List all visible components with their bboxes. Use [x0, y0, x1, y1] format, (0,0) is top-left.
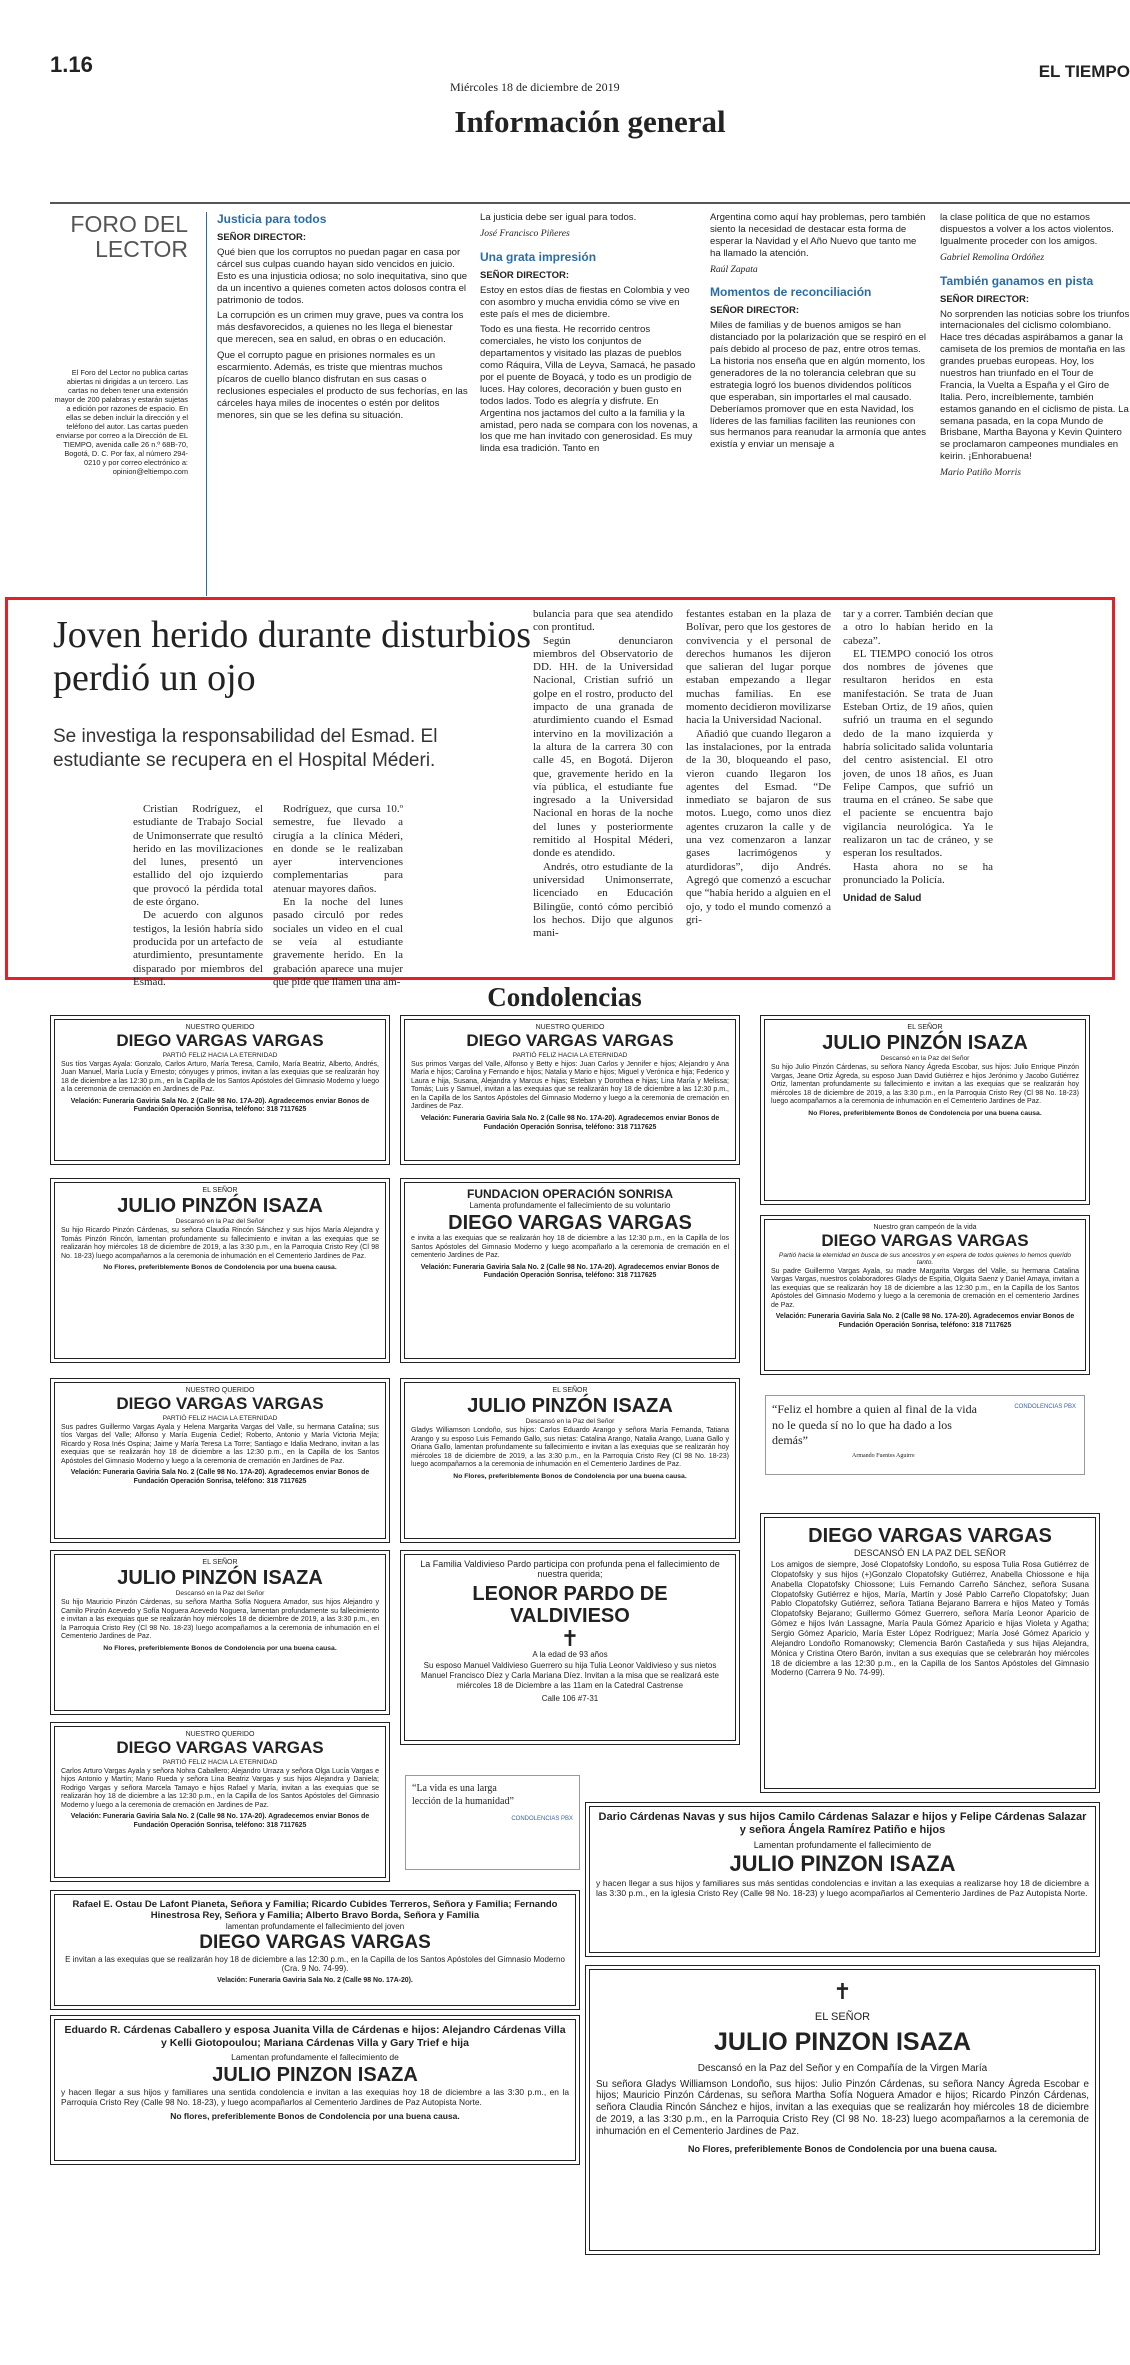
- obit-body: y hacen llegar a sus hijos y familiares una sentida condolencia e invitan a las exequias hoy 18 de diciembre a las 3:30 p.m., en la Parroquia Cristo Rey (Calle 98 No. 18-23), y luego acompañarlos al Cementerio Jardines de Paz Autopista Norte.: [61, 2087, 569, 2108]
- obit-footer: No flores, preferiblemente Bonos de Condolencia por una buena causa.: [170, 2110, 460, 2121]
- letter-signature: Mario Patiño Morris: [940, 467, 1022, 479]
- obit-subtitle: Descansó en la Paz del Señor: [175, 1590, 265, 1597]
- obit-subtitle: Descansó en la Paz del Señor: [880, 1055, 970, 1062]
- story-paragraph: EL TIEMPO conoció los otros dos nombres de jóvenes que resultaron heridos en esta manifestación. Se trata de Juan Esteban Ortiz, de 19 años, quien sufrió un trauma en el segundo dedo de la mano izquierda y habría solicitado salida voluntaria del centro asistencial. El otro joven, de unos 18 años, es Juan Felipe Campos, que sufrió un trauma en el cráneo. Se sabe que el paciente se encuentra bajo vigilancia neurológica. Ya le realizaron un tac de cráneo, y se esperan los resultados.: [843, 647, 993, 860]
- section-title: Información general: [454, 104, 726, 139]
- obit-label: EL SEÑOR: [814, 2011, 871, 2023]
- obit-name: JULIO PINZON ISAZA: [729, 1851, 956, 1877]
- obit-subtitle: Descansó en la Paz del Señor: [525, 1418, 615, 1425]
- obit-name: JULIO PINZÓN ISAZA: [822, 1032, 1028, 1054]
- obit-footer: No Flores, preferiblemente Bonos de Condolencia por una buena causa.: [687, 2144, 998, 2155]
- story-paragraph: Andrés, otro estudiante de la universidad Unimonserrate, licenciado en Educación Bilingüe, contó cómo percibió los hechos. Dijo que algunos mani-: [533, 860, 673, 940]
- obit-name: DIEGO VARGAS VARGAS: [808, 1525, 1052, 1547]
- obit-name: JULIO PINZÓN ISAZA: [117, 1567, 323, 1589]
- obit-subtitle: Lamenta profundamente el fallecimiento de su voluntario: [469, 1201, 671, 1210]
- obit-subtitle: PARTIÓ FELIZ HACIA LA ETERNIDAD: [512, 1051, 628, 1059]
- obituary-notice: [50, 1178, 390, 1363]
- letter-salutation: SEÑOR DIRECTOR:: [480, 269, 570, 281]
- obit-name: DIEGO VARGAS VARGAS: [116, 1031, 324, 1050]
- obituary-notice: [760, 1015, 1090, 1205]
- obituary-notice: [50, 1378, 390, 1543]
- story-column-2: [273, 803, 403, 988]
- quote-text: “La vida es una larga lección de la humanidad”: [412, 1783, 514, 1807]
- obit-subtitle: Partió hacia la eternidad en busca de sus ancestros y en espera de todos quienes lo hemos querido tanto.: [778, 1251, 1072, 1266]
- obit-body: Gladys Williamson Londoño, sus hijos: Carlos Eduardo Arango y señora María Fernanda, Tatiana Arango y su esposo Luis Fernando Gallo, sus nietas: Catalina Arango, Natalia Arango, Luana Gallo y Oriana Gallo, lamentan profundamente su fallecimiento e invitan a las exequias que se realizarán hoy miércoles 18 de diciembre de 2019, a las 3:30 p.m., en la Parroquia Cristo Rey (Cl 98 No. 18-23) luego acompañarnos a la ceremonia de inhumación en el Cementerio Jardines de Paz.: [411, 1427, 729, 1469]
- letter-paragraph: Qué bien que los corruptos no puedan pagar en casa por cárcel sus culpas cuando hayan sido vencidos en juicio. Esto es una injusticia odiosa; no solo inequitativa, sino que da un incentivo a quienes cometen actos dolosos contra el patrimonio de todos.: [217, 247, 468, 306]
- story-paragraph: Cristian Rodríguez, el estudiante de Trabajo Social de Unimonserrate que resultó herido en las movilizaciones del lunes, presentó un estallido del ojo izquierdo que provocó la pérdida total de este órgano.: [133, 803, 263, 909]
- letter-column-2: [480, 212, 698, 596]
- obit-velacion: Velación: Funeraria Gaviria Sala No. 2 (Calle 98 No. 17A-20). Agradecemos enviar Bonos de Fundación Operación Sonrisa, teléfono: 318 7117625: [70, 1469, 370, 1485]
- obit-body: y hacen llegar a sus hijos y familiares sus más sentidas condolencias e invitan a las exequias a realizarse hoy 18 de diciembre a las 3:30 p.m., en la iglesia Cristo Rey (Calle 98 No. 18-23) y luego acompañarlos al Cementerio Jardines de Paz Autopista Norte.: [596, 1877, 1089, 1899]
- letter-salutation: SEÑOR DIRECTOR:: [217, 232, 307, 243]
- letter-column-3: [710, 212, 928, 596]
- obit-velacion: Velación: Funeraria Gaviria Sala No. 2 (Calle 98 No. 17A-20).: [217, 1977, 413, 1985]
- quote-box: [765, 1395, 1085, 1475]
- obit-address: Calle 106 #7-31: [541, 1694, 599, 1704]
- obit-velacion: Velación: Funeraria Gaviria Sala No. 2 (Calle 98 No. 17A-20). Agradecemos enviar Bonos de Fundación Operación Sonrisa, teléfono: 318 7117625: [70, 1097, 370, 1114]
- obituary-notice: [400, 1378, 740, 1543]
- story-subhead: Se investiga la responsabilidad del Esmad. El estudiante se recupera en el Hospital Méderi.: [53, 726, 438, 772]
- obituary-notice: [760, 1513, 1100, 1793]
- obit-label: FUNDACION OPERACIÓN SONRISA: [466, 1187, 673, 1201]
- foro-note: El Foro del Lector no publica cartas abiertas ni dirigidas a un tercero. Las cartas no deben tener una extensión mayor de 200 palabras y estarán sujetas a edición por razones de espacio. En ellas se deben incluir la dirección y el teléfono del autor. Las cartas pueden enviarse por correo a la Dirección de EL TIEMPO, avenida calle 26 n.º 68B-70, Bogotá, D. C. Por fax, al número 294-0210 y por correo electrónico a: opinion@eltiempo.com: [54, 368, 188, 477]
- obit-name: DIEGO VARGAS VARGAS: [199, 1931, 431, 1953]
- obit-body: Sus primos Vargas del Valle, Alfonso y Betty e hijos: Juan Carlos y Jennifer e hijos; Alejandro y Ana María e hijos; Carolina y Fernando e hijos; Natalia y Mario e hijos; Miguel y Verónica e hija; Federico y Laura e hija, Susana, Alejandra y Marcus e hijas; Esteban y Dorothea e hijas; Lina María y Melissa; Tomás; Luis y Samuel, invitan a las exequias que se realizarán hoy 18 de diciembre a las 12:30 p.m., en la Capilla de los Santos Apóstoles del Gimnasio Moderno y luego a la ceremonia de cremación en Jardines de Paz.: [411, 1060, 729, 1111]
- newspaper-logo: EL TIEMPO: [1038, 62, 1130, 81]
- obit-label: Dario Cárdenas Navas y sus hijos Camilo Cárdenas Salazar e hijos y Felipe Cárdenas Salazar y señora Ángela Ramírez Patiño e hijos: [598, 1811, 1087, 1837]
- quote-box: [405, 1775, 580, 1870]
- obit-subtitle: PARTIÓ FELIZ HACIA LA ETERNIDAD: [162, 1051, 278, 1059]
- foro-del-lector: [50, 212, 1130, 596]
- obit-subtitle: PARTIÓ FELIZ HACIA LA ETERNIDAD: [162, 1758, 278, 1766]
- story-headline: Joven herido durante disturbios perdió un ojo: [53, 614, 532, 699]
- obituary-notice: [50, 1722, 390, 1882]
- story-column-5: [843, 608, 993, 973]
- obit-footer: No Flores, preferiblemente Bonos de Condolencia por una buena causa.: [103, 1644, 337, 1652]
- obit-body: Su hijo Ricardo Pinzón Cárdenas, su señora Claudia Rincón Sánchez y sus hijos María Alejandra y Tomás Pinzón Rincón, lamentan profundamente su fallecimiento e invitan a las exequias que se realizarán hoy miércoles 18 de diciembre de 2019, a las 3:30 p.m., en la Parroquia Cristo Rey (Cl 98 No. 18-23) luego acompañarnos a la ceremonia de inhumación en el Cementerio Jardines de Paz.: [61, 1227, 379, 1260]
- obit-name: JULIO PINZON ISAZA: [212, 2064, 418, 2087]
- obit-body: Sus padres Guillermo Vargas Ayala y Helena Margarita Vargas del Valle, su hermana Catalina; sus tíos Vargas del Valle; Alfonso y María Eugenia Cediel; Roberto, Antonio y María Victoria Mejía; Ricardo y Rosa Inés Ospina; Jaime y María Teresa La Torre; Santiago e Idalia Medrano, invitan a las exequias que se realizarán hoy 18 de diciembre a las 12:30 p.m., en la Capilla de los Santos Apóstoles del Gimnasio Moderno y luego a la ceremonia de cremación en Jardines de Paz.: [61, 1423, 379, 1465]
- letter-paragraph: Miles de familias y de buenos amigos se han distanciado por la polarización que se respiró en el país debido al proceso de paz, entre otros temas. La historia nos enseña que en algún momento, los generadores de la no tolerancia celebran que su estrategia logró los buenos dividendos políticos que esperaban, sin importarles el mal causado. Deberíamos promover que en esta Navidad, los líderes de las familias faciliten las reuniones con sus hermanos para reanudar la armonía que antes existía y enviar un mensaje a: [710, 320, 926, 451]
- obit-body: e invita a las exequias que se realizarán hoy 18 de diciembre a las 12:30 p.m., en la Capilla de los Santos Apóstoles del Gimnasio Moderno y luego acompañarlo a la ceremonia de cremación en el cementerio Jardines de Paz.: [411, 1235, 729, 1260]
- story-column-4: [686, 608, 831, 973]
- story-column-1: [133, 803, 263, 988]
- story-paragraph: De acuerdo con algunos testigos, la lesión habría sido producida por un artefacto de aturdimiento, presuntamente disparado por miembros del Esmad.: [133, 909, 263, 988]
- letter-signature: Raúl Zapata: [710, 263, 758, 275]
- obituary-notice: [50, 1015, 390, 1165]
- obit-label: EL SEÑOR: [202, 1559, 238, 1566]
- obit-body: Su hijo Julio Pinzón Cárdenas, su señora Nancy Ágreda Escobar, sus hijos: Julio Enrique Pinzón Vargas, Jeane Ortiz Ágreda, su esposo Juan David Gutiérrez e hijos Jerónimo y Jacobo Gutiérrez Ortiz, lamentan profundamente su fallecimiento e invitan a las exequias que se realizarán hoy miércoles 18 de diciembre de 2019, a las 3:30 p.m., en la Parroquia Cristo Rey (Cl 98 No. 18-23) luego acompañarnos a la ceremonia de inhumación en el Cementerio Jardines de Paz.: [771, 1064, 1079, 1106]
- cross-icon: ✝: [833, 1979, 852, 2004]
- obit-label: NUESTRO QUERIDO: [535, 1024, 605, 1031]
- quote-author: Armando Fuentes Aguirre: [852, 1452, 915, 1459]
- obit-body: Su esposo Manuel Valdivieso Guerrero su hija Tulia Leonor Valdivieso y sus nietos Manuel Francisco Díez y Carla Mariana Díez. Invitan a la misa que se realizará este miércoles 18 de Diciembre a las 11am en la Catedral Castrense: [421, 1661, 719, 1690]
- page-header: [50, 0, 1130, 204]
- story-paragraph: bulancia para que sea atendido con prontitud.: [533, 608, 673, 634]
- letter-title: También ganamos en pista: [940, 273, 1094, 288]
- obit-velacion: Velación: Funeraria Gaviria Sala No. 2 (Calle 98 No. 17A-20). Agradecemos enviar Bonos de Fundación Operación Sonrisa, teléfono: 318 7117625: [420, 1114, 720, 1131]
- letter-title: Justicia para todos: [217, 212, 327, 226]
- obit-subtitle: PARTIÓ FELIZ HACIA LA ETERNIDAD: [162, 1414, 278, 1422]
- obit-velacion: Velación: Funeraria Gaviria Sala No. 2 (Calle 98 No. 17A-20). Agradecemos enviar Bonos de Fundación Operación Sonrisa, teléfono: 318 7117625: [70, 1813, 370, 1829]
- story-paragraph: En la noche del lunes pasado circuló por redes sociales un video en el cual se veía al estudiante gravemente herido. En la grabación aparece una mujer que pide que llamen una am-: [273, 896, 403, 988]
- obit-subtitle: lamentan profundamente el fallecimiento del joven: [225, 1921, 405, 1931]
- letter-paragraph: La corrupción es un crimen muy grave, pues va contra los más desfavorecidos, a quienes no les llega el bienestar que merecen, sea en salud, en obras o en educación.: [217, 310, 464, 346]
- obituary-notice: [585, 1965, 1100, 2255]
- obituary-notice: [400, 1178, 740, 1363]
- story-paragraph: festantes estaban en la plaza de Bolívar, pero que los gestores de convivencia y el personal de derechos humanos les dijeron que salieran del lugar porque estaban empezando a llegar muchas familias. En ese momento decidieron movilizarse hacia la Universidad Nacional.: [686, 608, 831, 727]
- obit-body: Los amigos de siempre, José Clopatofsky Londoño, su esposa Tulia Rosa Gutiérrez de Clopatofsky y sus hijos (+)Gonzalo Clopatofsky Gutiérrez, Anabella Chiossone e hija Anabella Clopatofsky Chiossone; Luis Fernando Carreño Sánchez, señora Susana Clopatofsky Gutiérrez e hijos, María, Martín y José Pablo Carreño Clopatofsky; Juan Pablo Clopatofsky Gutiérrez, señora Tatiana Bejarano Barrera e hijos Mateo y Tomás Clopatofsky Bejarano; Guillermo Gómez Guerrero, señora María Leonor Aparicio de Gómez e hijos Iván Lassagne, María Paula Gómez Aparicio e hijas Violeta y Agatha; Sergio Gómez Aparicio, María Ester López Rodríguez; María José Gómez Aparicio y Alejandro Londoño Romanowsky; Clemencia Barón Castañeda y sus hijas Alejandra, Mónica y Cristina Otero Barón, invitan a sus exequias que se celebrarán hoy miércoles 18 de diciembre a las 12:30 p.m., en la Capilla de los Santos Apóstoles del Gimnasio Moderno (Carrera 9 No. 74-99).: [771, 1560, 1089, 1678]
- obit-footer: No Flores, preferiblemente Bonos de Condolencia por una buena causa.: [103, 1264, 337, 1272]
- obit-velacion: Velación: Funeraria Gaviria Sala No. 2 (Calle 98 No. 17A-20). Agradecemos enviar Bonos de Fundación Operación Sonrisa, teléfono: 318 7117625: [420, 1263, 720, 1280]
- letter-salutation: SEÑOR DIRECTOR:: [940, 293, 1030, 305]
- letter-paragraph: Argentina como aquí hay problemas, pero también siento la necesidad de destacar esta forma de esperar la Navidad y el Año Nuevo que tanto me ha llamado la atención.: [710, 212, 926, 259]
- story-paragraph: Rodríguez, que cursa 10.º semestre, fue llevado a cirugía a la clínica Méderi, en donde se le realizaban ayer intervenciones complementarias para atenuar mayores daños.: [273, 803, 403, 895]
- obituary-notice: [400, 1015, 740, 1165]
- obit-subtitle: DESCANSÓ EN LA PAZ DEL SEÑOR: [853, 1548, 1007, 1558]
- letter-salutation: SEÑOR DIRECTOR:: [710, 305, 800, 317]
- story-column-3: [533, 608, 673, 973]
- obituary-notice: [50, 2015, 580, 2165]
- condolencias-title: Condolencias: [487, 982, 642, 1012]
- obituary-notice: [760, 1215, 1090, 1375]
- story-paragraph: Hasta ahora no se ha pronunciado la Policía.: [843, 860, 993, 886]
- letter-paragraph: La justicia debe ser igual para todos.: [480, 212, 637, 223]
- obit-label: NUESTRO QUERIDO: [185, 1024, 255, 1031]
- obit-body: Su hijo Mauricio Pinzón Cárdenas, su señora Martha Sofía Noguera Amador, sus hijos Alejandro y Camilo Pinzón Acevedo y Sofía Noguera Acevedo Noguera, lamentan profundamente su fallecimiento e invitan a las exequias que se realizarán hoy miércoles 18 de diciembre de 2019, a las 3:30 p.m., en la Parroquia Cristo Rey (Cl 98 No. 18-23) luego acompañarnos a la ceremonia de inhumación en el Cementerio Jardines de Paz.: [61, 1599, 379, 1641]
- obit-label: NUESTRO QUERIDO: [185, 1731, 255, 1738]
- news-story: [5, 597, 1115, 988]
- letter-signature: José Francisco Piñeres: [480, 227, 570, 239]
- obit-velacion: Velación: Funeraria Gaviria Sala No. 2 (Calle 98 No. 17A-20). Agradecemos enviar Bonos de Fundación Operación Sonrisa, teléfono: 318 7117625: [775, 1313, 1075, 1329]
- obit-label: EL SEÑOR: [552, 1387, 588, 1394]
- cross-icon: ✝: [560, 1626, 580, 1651]
- obit-name: LEONOR PARDO DE VALDIVIESO: [472, 1583, 668, 1627]
- letter-paragraph: Estoy en estos días de fiestas en Colombia y veo con asombro y mucha envidia cómo se vive en este país el mes de diciembre.: [480, 284, 690, 320]
- obit-name: DIEGO VARGAS VARGAS: [821, 1231, 1029, 1250]
- letter-paragraph: No sorprenden las noticias sobre los triunfos internacionales del ciclismo colombiano. Hace tres décadas aspirábamos a ganar la camiseta de los premios de montaña en las grandes pruebas europeas. Hoy, los nuestros han triunfado en el Tour de Francia, la Vuelta a España y el Giro de Italia. Pero, increíblemente, también estamos ganando en el ciclismo de pista. La semana pasada, en la copa Mundo de Brisbane, Martha Bayona y Kevin Quintero se proclamaron campeones mundiales en keirin. ¡Enhorabuena!: [940, 308, 1130, 463]
- letter-paragraph: la clase política de que no estamos dispuestos a volver a los actos violentos. Igualmente proceder con los amigos.: [940, 212, 1114, 247]
- obit-name: DIEGO VARGAS VARGAS: [448, 1212, 692, 1234]
- obit-label: Rafael E. Ostau De Lafont Pianeta, Señora y Familia; Ricardo Cubides Terreros, Señora y Familia; Fernando Hinestrosa Rey, Señora y Familia; Alberto Bravo Borda, Señora y Familia: [72, 1899, 558, 1922]
- obit-label: Nuestro gran campeón de la vida: [873, 1224, 977, 1231]
- obit-subtitle: Descansó en la Paz del Señor y en Compañía de la Virgen María: [697, 2062, 988, 2074]
- letter-paragraph: Que el corrupto pague en prisiones normales es un escarmiento. Además, es triste que mientras muchos pícaros de cuello blanco disfrutan en sus casas o reclusiones especiales el producto de sus fechorías, en las cárceles haya miles de inocentes o estén por delitos menores, sin que se les defina su situación.: [217, 350, 468, 421]
- story-byline: Unidad de Salud: [843, 893, 922, 905]
- obituary-notice: [585, 1802, 1100, 1957]
- page-number: 1.16: [50, 52, 93, 77]
- obit-name: JULIO PINZÓN ISAZA: [117, 1195, 323, 1217]
- obit-label: NUESTRO QUERIDO: [185, 1387, 255, 1394]
- obit-label: EL SEÑOR: [202, 1187, 238, 1194]
- obit-label: La Familia Valdivieso Pardo participa con profunda pena el fallecimiento de nuestra querida;: [420, 1559, 720, 1579]
- obituary-notice: [400, 1550, 740, 1745]
- story-paragraph: tar y a correr. También decían que a otro lo habían herido en la cabeza”.: [843, 608, 993, 647]
- obit-footer: No Flores, preferiblemente Bonos de Condolencia por una buena causa.: [808, 1109, 1042, 1117]
- obituary-notice: [50, 1890, 580, 2010]
- letter-title: Momentos de reconciliación: [710, 285, 872, 300]
- foro-brand: FORO DEL LECTOR: [70, 211, 188, 263]
- letter-title: Una grata impresión: [480, 249, 597, 264]
- obit-label: EL SEÑOR: [907, 1024, 943, 1031]
- letter-paragraph: Todo es una fiesta. He recorrido centros comerciales, he visto los conjuntos de departamentos y visitado las plazas de pueblos como Ráquira, Villa de Leyva, Samacá, he pasado por el puente de Boyacá, y todo es un prodigio de luces. Hay colores, decoración y buen gusto en todos lados. Todo es alegría y disfrute. En Argentina nos jactamos del culto a la familia y la amistad, pero nada se compara con los novenas, a los que me han invitado con generosidad. Es muy linda esa tradición. Tanto en: [480, 324, 698, 455]
- letter-signature: Gabriel Remolina Ordóñez: [940, 251, 1045, 263]
- obit-subtitle: A la edad de 93 años: [532, 1650, 608, 1659]
- obit-body: Su padre Guillermo Vargas Ayala, su madre Margarita Vargas del Valle, su hermana Catalina Vargas Vargas, nuestros colaboradores Gladys de Espitia, Olguita Saenz y Daniel Amaya, invitan a las exequias que se realizarán hoy 18 de diciembre a las 12:30 p.m., en la Capilla de los Santos Apóstoles del Gimnasio Moderno y luego a la ceremonia de cremación en el cementerio Jardines de Paz.: [771, 1267, 1079, 1309]
- story-paragraph: Según denunciaron miembros del Observatorio de DD. HH. de la Universidad Nacional, Cristian sufrió un golpe en el rostro, producto del impacto de una granada de aturdimiento cuando el Esmad intervino en la movilización a la altura de la carrera 30 con calle 45, en Bogotá. Dijeron que, gravemente herido en la vía pública, el estudiante fue ingresado a la Universidad Nacional en horas de la noche del lunes y posteriormente remitido al Hospital Méderi, donde es atendido.: [533, 634, 673, 860]
- obit-label: Eduardo R. Cárdenas Caballero y esposa Juanita Villa de Cárdenas e hijos: Alejandro Cárdenas Villa y Kelli Giotopoulou; Mariana Cárdenas Villa y Gary Trief e hija: [64, 2024, 566, 2049]
- obit-footer: No Flores, preferiblemente Bonos de Condolencia por una buena causa.: [453, 1472, 687, 1480]
- obit-name: DIEGO VARGAS VARGAS: [466, 1031, 674, 1050]
- obit-name: DIEGO VARGAS VARGAS: [116, 1738, 324, 1757]
- condolencias-logo: CONDOLENCIAS PBX: [1014, 1404, 1076, 1410]
- page-date: Miércoles 18 de diciembre de 2019: [450, 80, 620, 94]
- letter-column-1: [206, 212, 468, 596]
- obit-body: Carlos Arturo Vargas Ayala y señora Nohra Caballero; Alejandro Urraza y señora Olga Lucía Vargas e hijos Antonio y Martín; Mario Rueda y señora Lina Beatriz Vargas y sus hijos Alejandra y Daniela; Rodrigo Vargas y señora Marcela Tamayo e hijos Rafael y María, invitan a las exequias que se realizarán hoy 18 de diciembre a las 12:30 p.m., en la Capilla de los Santos Apóstoles del Gimnasio Moderno y luego a la ceremonia de cremación en Jardines de Paz.: [61, 1767, 379, 1809]
- condolencias-logo: CONDOLENCIAS PBX: [511, 1816, 573, 1822]
- obit-body: Su señora Gladys Williamson Londoño, sus hijos: Julio Pinzón Cárdenas, su señora Nancy Ágreda Escobar e hijos; Mauricio Pinzón Cárdenas, su señora Martha Sofía Noguera Amador e hijos; Ricardo Pinzón Cárdenas, señora Claudia Rincón Sánchez e hijos, invitan a las exequias que se realizarán hoy miércoles 18 de diciembre de 2019, a las 3:30 p.m., en la Parroquia Cristo Rey (Cl 98 No. 18-23) luego acompañarnos a la ceremonia de inhumación en el Cementerio Jardines de Paz.: [596, 2078, 1089, 2138]
- obit-subtitle: Descansó en la Paz del Señor: [175, 1218, 265, 1225]
- obit-name: JULIO PINZON ISAZA: [714, 2028, 971, 2056]
- quote-text: “Feliz el hombre a quien al final de la vida no le queda sí no lo que ha dado a los demás”: [772, 1402, 977, 1448]
- obit-body: Sus tíos Vargas Ayala: Gonzalo, Carlos Arturo, María Teresa, Camilo, María Beatriz, Alberto, Andrés, Juan Manuel, María Lucía y Ernesto; cónyuges y primos, invitan a las exequias que se realizarán hoy 18 de diciembre a las 12:30 p.m., en la Capilla de los Santos Apóstoles del Gimnasio Moderno y luego a la ceremonia de cremación en Jardines de Paz.: [61, 1060, 379, 1094]
- letter-column-4: [940, 212, 1130, 596]
- obit-body: E invitan a las exequias que se realizarán hoy 18 de diciembre a las 12:30 p.m., en la Capilla de los Santos Apóstoles del Gimnasio Moderno (Cra. 9 No. 74-99).: [65, 1954, 565, 1974]
- obit-subtitle: Lamentan profundamente el fallecimiento de: [753, 1840, 932, 1851]
- obit-name: DIEGO VARGAS VARGAS: [116, 1394, 324, 1413]
- story-paragraph: Añadió que cuando llegaron a las instalaciones, por la entrada de la 30, bloqueando el paso, vieron cuando llegaron los agentes del Esmad. “De inmediato se bajaron de sus motos. Luego, como unos diez agentes cruzaron la calle y de una vez comenzaron a lanzar gases lacrimógenos y aturdidoras”, dijo Andrés. Agregó que comenzó a escuchar que “había herido a alguien en el ojo, y todo el mundo comenzó a gri-: [686, 727, 831, 926]
- obit-subtitle: Lamentan profundamente el fallecimiento de: [231, 2052, 399, 2063]
- obituary-notice: [50, 1550, 390, 1715]
- obit-name: JULIO PINZÓN ISAZA: [467, 1395, 673, 1417]
